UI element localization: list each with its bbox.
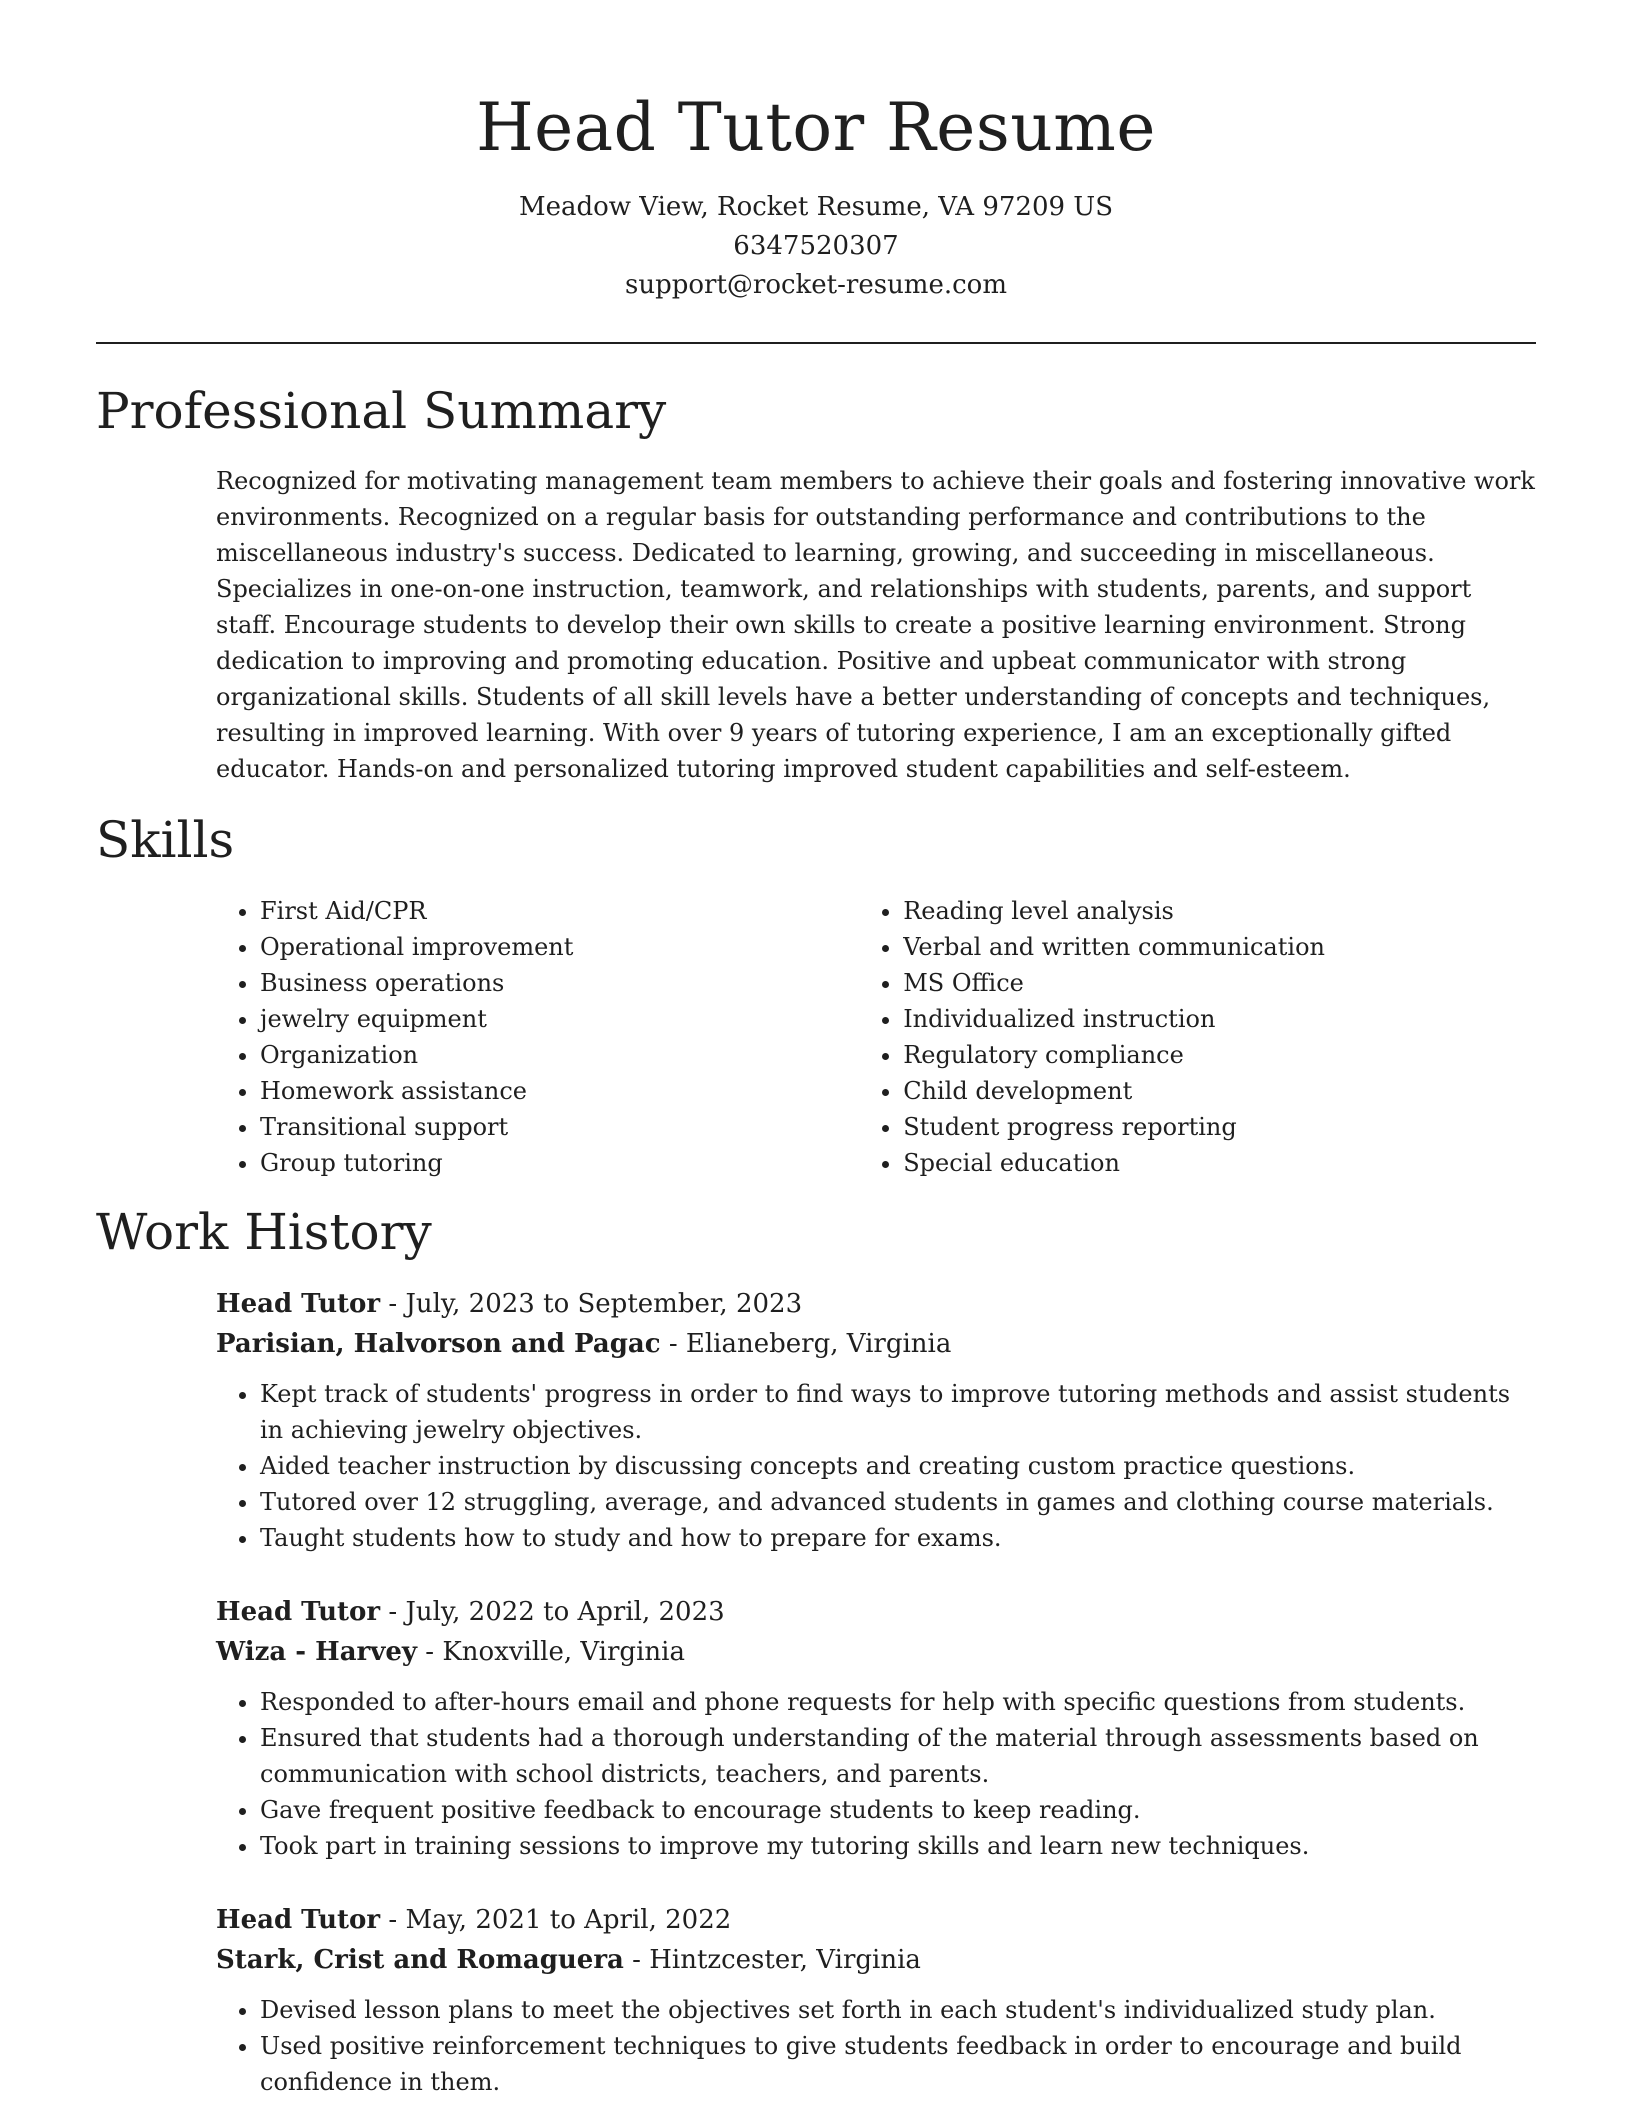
- job-bullet: • Used positive reinforcement techniques to give students feedback in order to encourage and build confidence in them.: [260, 2028, 1536, 2100]
- contact-address: Meadow View, Rocket Resume, VA 97209 US: [518, 192, 1114, 222]
- job-title-line: [216, 1900, 1536, 1940]
- skills-column-left: [216, 893, 859, 1181]
- skill-item: • Child development: [903, 1073, 1536, 1109]
- skills-list: [216, 893, 1536, 1181]
- job-separator: -: [417, 1637, 443, 1667]
- contact-email: support@rocket-resume.com: [624, 270, 1007, 300]
- job-bullet: • Responded to after-hours email and phone requests for help with specific questions from students.: [260, 1684, 1536, 1720]
- skill-item: • Special education: [903, 1145, 1536, 1181]
- job-title: Head Tutor: [216, 1905, 381, 1935]
- skills-column-right: [859, 893, 1536, 1181]
- skill-item: • Transitional support: [260, 1109, 859, 1145]
- job-dates: July, 2022 to April, 2023: [405, 1597, 725, 1627]
- job-company: Parisian, Halvorson and Pagac: [216, 1329, 661, 1359]
- job-company: Wiza - Harvey: [216, 1637, 417, 1667]
- skill-item: • Business operations: [260, 965, 859, 1001]
- summary-paragraph: Recognized for motivating management team members to achieve their goals and fostering innovative work environments. Recognized on a regular basis for outstanding performance and contributions to the miscellaneous industry's success. Dedicated to learning, growing, and succeeding in miscellaneous. Specializes in one-on-one instruction, teamwork, and relationships with students, parents, and support staff. Encourage students to develop their own skills to create a positive learning environment. Strong dedication to improving and promoting education. Positive and upbeat communicator with strong organizational skills. Students of all skill levels have a better understanding of concepts and techniques, resulting in improved learning. With over 9 years of tutoring experience, I am an exceptionally gifted educator. Hands-on and personalized tutoring improved student capabilities and self-esteem.: [216, 467, 1535, 783]
- job-location: Knoxville, Virginia: [442, 1637, 685, 1667]
- job-bullet: • Kept track of students' progress in order to find ways to improve tutoring methods and assist students in achieving jewelry objectives.: [260, 1376, 1536, 1448]
- job-title: Head Tutor: [216, 1289, 381, 1319]
- job-bullet: • Aided teacher instruction by discussing concepts and creating custom practice questions.: [260, 1448, 1536, 1484]
- job-bullet: • Taught students how to study and how to prepare for exams.: [260, 1520, 1536, 1556]
- job-company-line: [216, 1324, 1536, 1364]
- job-bullets: [216, 1684, 1536, 1864]
- job-separator: -: [623, 1945, 650, 1975]
- job-title: Head Tutor: [216, 1597, 381, 1627]
- job-entry: [216, 1592, 1536, 1864]
- skill-item: • Verbal and written communication: [903, 929, 1536, 965]
- contact-block: [0, 188, 1632, 305]
- skill-item: • Reading level analysis: [903, 893, 1536, 929]
- job-entry: [216, 1284, 1536, 1556]
- job-bullet: • Took part in training sessions to improve my tutoring skills and learn new techniques.: [260, 1828, 1536, 1864]
- job-separator: -: [660, 1329, 686, 1359]
- job-separator: -: [380, 1289, 406, 1319]
- job-location: Hintzcester, Virginia: [649, 1945, 921, 1975]
- skill-item: • Operational improvement: [260, 929, 859, 965]
- job-separator: -: [380, 1905, 406, 1935]
- skill-item: • Homework assistance: [260, 1073, 859, 1109]
- job-entry: [216, 1900, 1536, 2100]
- contact-phone: 6347520307: [733, 231, 899, 261]
- skill-item: • jewelry equipment: [260, 1001, 859, 1037]
- resume-header: [0, 0, 1632, 305]
- job-title-line: [216, 1592, 1536, 1632]
- skill-item: • First Aid/CPR: [260, 893, 859, 929]
- skill-item: • Organization: [260, 1037, 859, 1073]
- job-bullet: • Gave frequent positive feedback to encourage students to keep reading.: [260, 1792, 1536, 1828]
- job-location: Elianeberg, Virginia: [685, 1329, 952, 1359]
- skill-item: • Individualized instruction: [903, 1001, 1536, 1037]
- job-separator: -: [380, 1597, 406, 1627]
- section-heading-summary: Professional Summary: [96, 382, 667, 440]
- job-company-line: [216, 1940, 1536, 1980]
- skill-item: • Group tutoring: [260, 1145, 859, 1181]
- job-company: Stark, Crist and Romaguera: [216, 1945, 624, 1975]
- resume-title: Head Tutor Resume: [476, 89, 1156, 166]
- job-company-line: [216, 1632, 1536, 1672]
- header-divider: [96, 342, 1536, 344]
- skill-item: • Student progress reporting: [903, 1109, 1536, 1145]
- job-title-line: [216, 1284, 1536, 1324]
- job-bullet: • Devised lesson plans to meet the objectives set forth in each student's individualized study plan.: [260, 1992, 1536, 2028]
- job-dates: July, 2023 to September, 2023: [405, 1289, 803, 1319]
- job-dates: May, 2021 to April, 2022: [405, 1905, 732, 1935]
- section-heading-work-history: Work History: [96, 1203, 432, 1261]
- job-bullet: • Ensured that students had a thorough understanding of the material through assessments based on communication with school districts, teachers, and parents.: [260, 1720, 1536, 1792]
- section-heading-skills: Skills: [96, 811, 235, 869]
- job-bullet: • Tutored over 12 struggling, average, and advanced students in games and clothing course materials.: [260, 1484, 1536, 1520]
- skill-item: • Regulatory compliance: [903, 1037, 1536, 1073]
- skill-item: • MS Office: [903, 965, 1536, 1001]
- job-bullets: [216, 1376, 1536, 1556]
- job-bullets: [216, 1992, 1536, 2100]
